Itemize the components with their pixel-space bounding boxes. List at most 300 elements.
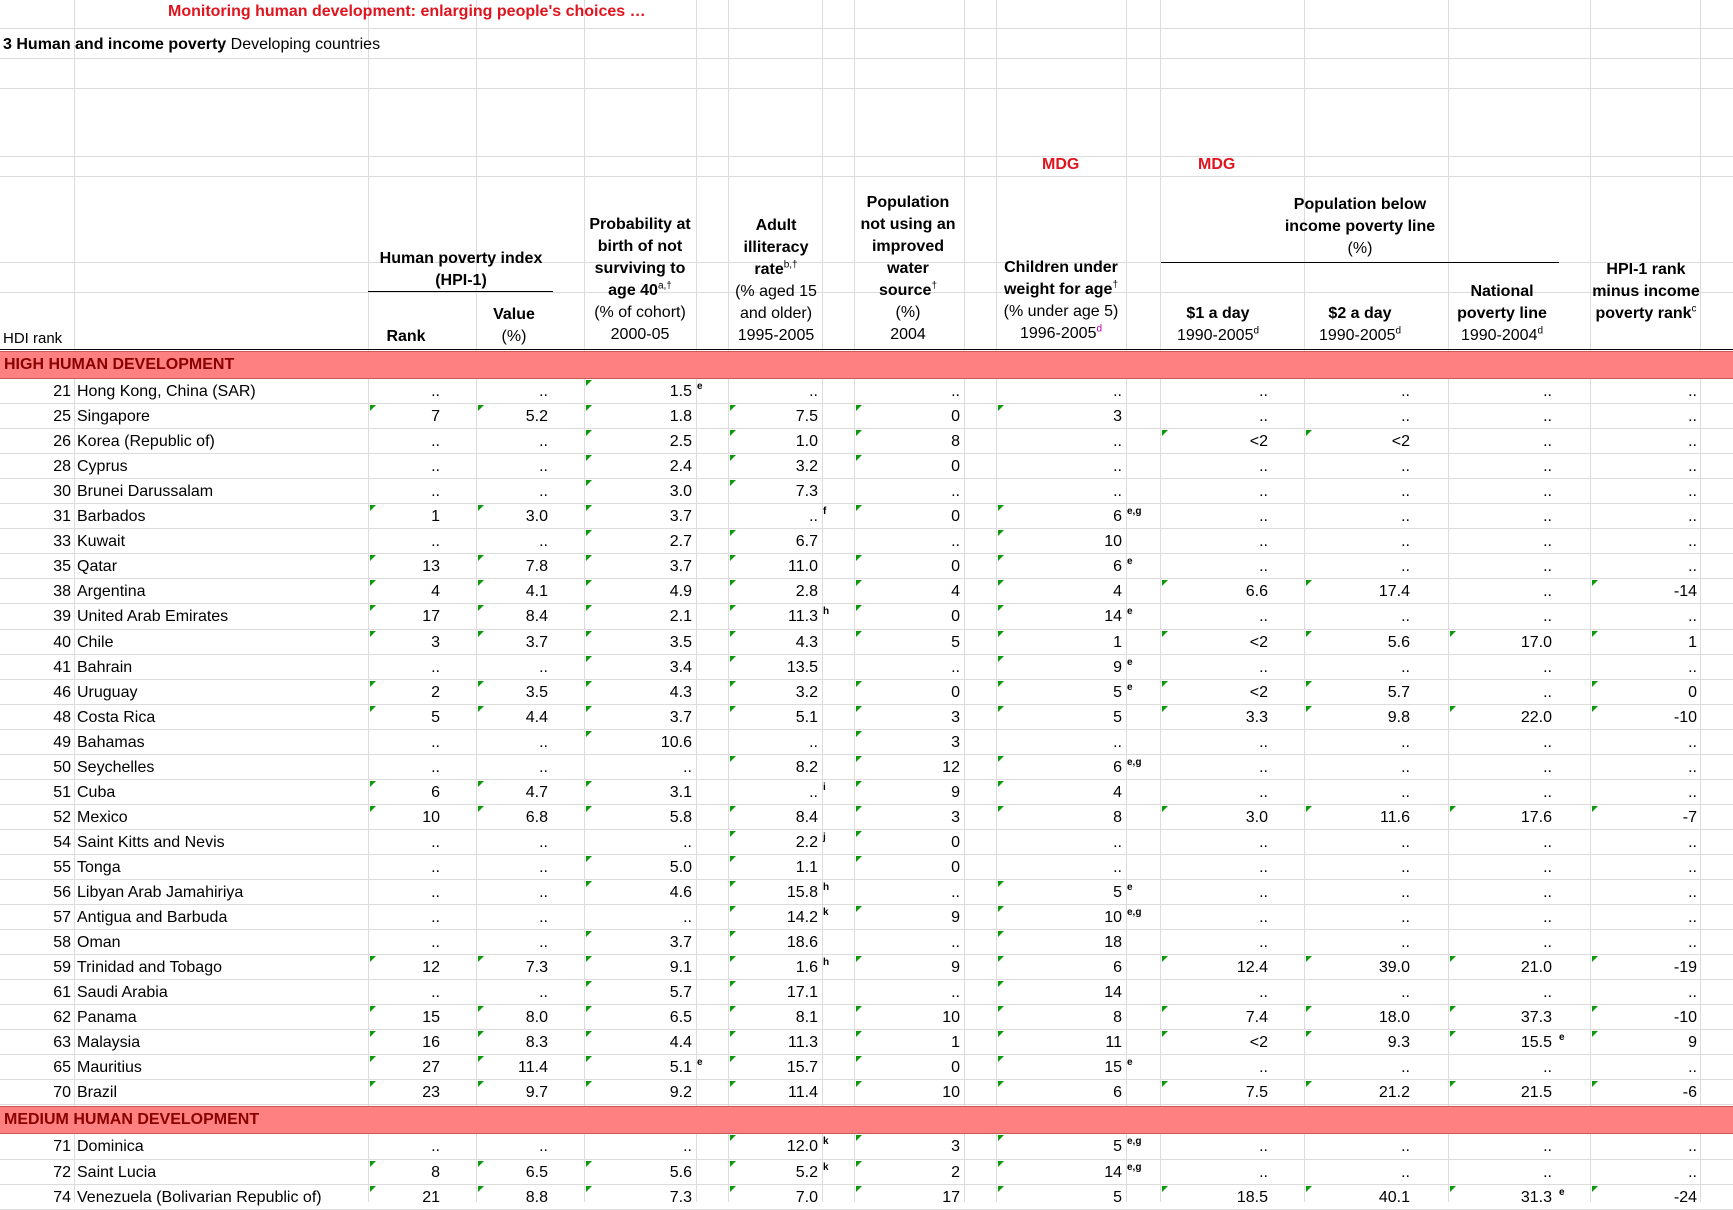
value-cell-hr[interactable]: 6 <box>431 783 440 801</box>
value-cell-df[interactable]: .. <box>1688 1163 1697 1181</box>
value-cell-pb[interactable]: .. <box>683 909 692 927</box>
value-cell-np[interactable]: .. <box>1543 783 1552 801</box>
value-cell-d1[interactable]: 12.4 <box>1236 959 1268 977</box>
value-cell-np[interactable]: .. <box>1543 833 1552 851</box>
value-cell-d1[interactable]: 7.5 <box>1245 1084 1268 1102</box>
value-cell-w[interactable]: 1 <box>951 1034 960 1052</box>
value-cell-pb[interactable]: 9.1 <box>669 959 692 977</box>
value-cell-u[interactable]: 3 <box>1113 408 1122 426</box>
value-cell-np[interactable]: .. <box>1543 683 1552 701</box>
value-cell-d2[interactable]: .. <box>1401 508 1410 526</box>
value-cell-hv[interactable]: 6.8 <box>525 808 548 826</box>
value-cell-df[interactable]: 1 <box>1688 633 1697 651</box>
value-cell-np[interactable]: 22.0 <box>1520 708 1552 726</box>
value-cell-w[interactable]: 5 <box>951 633 960 651</box>
value-cell-d2[interactable]: .. <box>1401 1138 1410 1156</box>
value-cell-u[interactable]: 6 <box>1113 758 1122 776</box>
value-cell-w[interactable]: 0 <box>951 1059 960 1077</box>
hdi-rank-cell[interactable]: 49 <box>53 733 71 751</box>
value-cell-hr[interactable]: 16 <box>422 1034 440 1052</box>
country-name-cell[interactable]: Cyprus <box>77 458 128 476</box>
value-cell-df[interactable]: -19 <box>1673 959 1697 977</box>
value-cell-df[interactable]: .. <box>1688 783 1697 801</box>
value-cell-w[interactable]: 4 <box>951 583 960 601</box>
value-cell-w[interactable]: 0 <box>951 683 960 701</box>
value-cell-pb[interactable]: .. <box>683 833 692 851</box>
value-cell-d1[interactable]: 6.6 <box>1245 583 1268 601</box>
value-cell-il[interactable]: 5.1 <box>795 708 818 726</box>
hdi-rank-cell[interactable]: 59 <box>53 959 71 977</box>
value-cell-il[interactable]: 3.2 <box>795 458 818 476</box>
hdi-rank-cell[interactable]: 48 <box>53 708 71 726</box>
value-cell-np[interactable]: .. <box>1543 1059 1552 1077</box>
value-cell-u[interactable]: 5 <box>1113 1188 1122 1206</box>
value-cell-np[interactable]: 21.0 <box>1520 959 1552 977</box>
country-name-cell[interactable]: Venezuela (Bolivarian Republic of) <box>77 1188 322 1206</box>
value-cell-il[interactable]: 8.2 <box>795 758 818 776</box>
value-cell-hv[interactable]: .. <box>539 858 548 876</box>
value-cell-u[interactable]: 10 <box>1104 533 1122 551</box>
country-name-cell[interactable]: Brunei Darussalam <box>77 483 214 501</box>
value-cell-hr[interactable]: .. <box>431 909 440 927</box>
value-cell-il[interactable]: 7.0 <box>795 1188 818 1206</box>
value-cell-hr[interactable]: 21 <box>422 1188 440 1206</box>
value-cell-hr[interactable]: 17 <box>422 608 440 626</box>
country-name-cell[interactable]: Bahrain <box>77 658 133 676</box>
hdi-rank-cell[interactable]: 46 <box>53 683 71 701</box>
value-cell-w[interactable]: 3 <box>951 708 960 726</box>
country-name-cell[interactable]: Oman <box>77 934 121 952</box>
hdi-rank-cell[interactable]: 30 <box>53 483 71 501</box>
value-cell-w[interactable]: 9 <box>951 783 960 801</box>
value-cell-df[interactable]: .. <box>1688 483 1697 501</box>
country-name-cell[interactable]: Cuba <box>77 783 116 801</box>
value-cell-il[interactable]: .. <box>809 783 818 801</box>
value-cell-u[interactable]: 4 <box>1113 783 1122 801</box>
value-cell-d2[interactable]: .. <box>1401 758 1410 776</box>
hdi-rank-cell[interactable]: 57 <box>53 909 71 927</box>
value-cell-df[interactable]: 0 <box>1688 683 1697 701</box>
value-cell-w[interactable]: 3 <box>951 808 960 826</box>
country-name-cell[interactable]: Mauritius <box>77 1059 142 1077</box>
value-cell-hv[interactable]: 4.1 <box>525 583 548 601</box>
value-cell-np[interactable]: .. <box>1543 758 1552 776</box>
value-cell-hv[interactable]: .. <box>539 458 548 476</box>
value-cell-pb[interactable]: 1.8 <box>669 408 692 426</box>
value-cell-hr[interactable]: .. <box>431 934 440 952</box>
value-cell-np[interactable]: .. <box>1543 533 1552 551</box>
value-cell-d1[interactable]: .. <box>1259 1138 1268 1156</box>
hdi-rank-cell[interactable]: 74 <box>53 1188 71 1206</box>
value-cell-il[interactable]: 18.6 <box>786 934 818 952</box>
value-cell-w[interactable]: 9 <box>951 959 960 977</box>
value-cell-il[interactable]: 2.2 <box>795 833 818 851</box>
value-cell-pb[interactable]: 3.0 <box>669 483 692 501</box>
hdi-rank-cell[interactable]: 40 <box>53 633 71 651</box>
value-cell-il[interactable]: 15.8 <box>786 884 818 901</box>
value-cell-hr[interactable]: 12 <box>422 959 440 977</box>
value-cell-df[interactable]: .. <box>1688 608 1697 626</box>
value-cell-np[interactable]: .. <box>1543 483 1552 501</box>
value-cell-d1[interactable]: .. <box>1259 984 1268 1002</box>
value-cell-hv[interactable]: .. <box>539 758 548 776</box>
value-cell-df[interactable]: .. <box>1688 383 1697 400</box>
value-cell-df[interactable]: .. <box>1688 909 1697 927</box>
hdi-rank-cell[interactable]: 72 <box>53 1163 71 1181</box>
country-name-cell[interactable]: Brazil <box>77 1084 118 1102</box>
value-cell-il[interactable]: 11.4 <box>788 1084 818 1102</box>
value-cell-hr[interactable]: .. <box>431 533 440 551</box>
value-cell-hr[interactable]: .. <box>431 458 440 476</box>
value-cell-df[interactable]: -7 <box>1682 808 1697 826</box>
value-cell-d1[interactable]: <2 <box>1249 683 1268 701</box>
value-cell-d2[interactable]: 21.2 <box>1378 1084 1410 1102</box>
value-cell-pb[interactable]: 9.2 <box>669 1084 692 1102</box>
value-cell-d2[interactable]: <2 <box>1391 433 1410 451</box>
value-cell-u[interactable]: 14 <box>1104 608 1122 626</box>
country-name-cell[interactable]: Costa Rica <box>77 708 156 726</box>
value-cell-w[interactable]: 3 <box>951 733 960 751</box>
hdi-rank-cell[interactable]: 33 <box>53 533 71 551</box>
value-cell-w[interactable]: 0 <box>951 833 960 851</box>
hdi-rank-cell[interactable]: 54 <box>53 833 71 851</box>
value-cell-d1[interactable]: 3.3 <box>1245 708 1268 726</box>
hdi-rank-cell[interactable]: 56 <box>53 884 71 901</box>
value-cell-d1[interactable]: .. <box>1259 934 1268 952</box>
value-cell-hv[interactable]: 8.4 <box>525 608 548 626</box>
value-cell-il[interactable]: 12.0 <box>786 1138 818 1156</box>
value-cell-hv[interactable]: .. <box>539 833 548 851</box>
value-cell-w[interactable]: .. <box>951 934 960 952</box>
value-cell-np[interactable]: 17.0 <box>1520 633 1552 651</box>
value-cell-hr[interactable]: 4 <box>431 583 440 601</box>
country-name-cell[interactable]: Bahamas <box>77 733 145 751</box>
value-cell-df[interactable]: .. <box>1688 658 1697 676</box>
value-cell-il[interactable]: 1.6 <box>795 959 818 977</box>
value-cell-hr[interactable]: 15 <box>422 1009 440 1027</box>
value-cell-d2[interactable]: 11.6 <box>1380 808 1410 826</box>
value-cell-np[interactable]: .. <box>1543 458 1552 476</box>
value-cell-w[interactable]: 9 <box>951 909 960 927</box>
hdi-rank-cell[interactable]: 28 <box>53 458 71 476</box>
value-cell-hv[interactable]: 5.2 <box>525 408 548 426</box>
value-cell-d2[interactable]: .. <box>1401 408 1410 426</box>
value-cell-il[interactable]: 2.8 <box>795 583 818 601</box>
country-name-cell[interactable]: Saudi Arabia <box>77 984 168 1002</box>
value-cell-hr[interactable]: 3 <box>431 633 440 651</box>
value-cell-pb[interactable]: 5.7 <box>669 984 692 1002</box>
value-cell-hv[interactable]: 8.8 <box>525 1188 548 1206</box>
value-cell-d2[interactable]: 40.1 <box>1378 1188 1410 1206</box>
value-cell-u[interactable]: 11 <box>1105 1034 1122 1052</box>
value-cell-np[interactable]: 17.6 <box>1520 808 1552 826</box>
hdi-rank-cell[interactable]: 63 <box>53 1034 71 1052</box>
value-cell-il[interactable]: 8.1 <box>795 1009 818 1027</box>
value-cell-u[interactable]: .. <box>1113 433 1122 451</box>
value-cell-hv[interactable]: 8.0 <box>525 1009 548 1027</box>
value-cell-w[interactable]: 0 <box>951 508 960 526</box>
value-cell-u[interactable]: 5 <box>1113 683 1122 701</box>
value-cell-d1[interactable]: .. <box>1259 658 1268 676</box>
value-cell-u[interactable]: 6 <box>1113 508 1122 526</box>
value-cell-d2[interactable]: .. <box>1401 858 1410 876</box>
value-cell-pb[interactable]: 2.5 <box>669 433 692 451</box>
value-cell-w[interactable]: .. <box>951 483 960 501</box>
value-cell-u[interactable]: 1 <box>1113 633 1122 651</box>
country-name-cell[interactable]: Barbados <box>77 508 146 526</box>
value-cell-d1[interactable]: <2 <box>1249 1034 1268 1052</box>
value-cell-np[interactable]: .. <box>1543 583 1552 601</box>
value-cell-u[interactable]: .. <box>1113 483 1122 501</box>
value-cell-hr[interactable]: 1 <box>431 508 440 526</box>
value-cell-il[interactable]: .. <box>809 733 818 751</box>
hdi-rank-cell[interactable]: 70 <box>53 1084 71 1102</box>
value-cell-hr[interactable]: .. <box>431 383 440 400</box>
hdi-rank-cell[interactable]: 51 <box>53 783 71 801</box>
value-cell-il[interactable]: 11.3 <box>788 608 818 626</box>
value-cell-df[interactable]: .. <box>1688 458 1697 476</box>
value-cell-pb[interactable]: 2.4 <box>669 458 692 476</box>
value-cell-hr[interactable]: .. <box>431 658 440 676</box>
value-cell-d1[interactable]: 7.4 <box>1245 1009 1268 1027</box>
country-name-cell[interactable]: Malaysia <box>77 1034 141 1052</box>
value-cell-hr[interactable]: 23 <box>422 1084 440 1102</box>
value-cell-w[interactable]: 2 <box>951 1163 960 1181</box>
value-cell-w[interactable]: 0 <box>951 408 960 426</box>
value-cell-d1[interactable]: .. <box>1259 783 1268 801</box>
value-cell-pb[interactable]: 5.8 <box>669 808 692 826</box>
value-cell-hr[interactable]: 5 <box>431 708 440 726</box>
value-cell-u[interactable]: 6 <box>1113 959 1122 977</box>
value-cell-hr[interactable]: .. <box>431 433 440 451</box>
value-cell-np[interactable]: .. <box>1543 984 1552 1002</box>
value-cell-df[interactable]: .. <box>1688 758 1697 776</box>
value-cell-w[interactable]: 0 <box>951 458 960 476</box>
value-cell-w[interactable]: .. <box>951 884 960 901</box>
value-cell-np[interactable]: .. <box>1543 1163 1552 1181</box>
value-cell-np[interactable]: .. <box>1543 1138 1552 1156</box>
value-cell-u[interactable]: .. <box>1113 383 1122 400</box>
country-name-cell[interactable]: Chile <box>77 633 114 651</box>
value-cell-hv[interactable]: 3.5 <box>525 683 548 701</box>
value-cell-u[interactable]: .. <box>1113 833 1122 851</box>
value-cell-pb[interactable]: 3.4 <box>669 658 692 676</box>
country-name-cell[interactable]: Mexico <box>77 808 128 826</box>
value-cell-pb[interactable]: 3.7 <box>669 934 692 952</box>
value-cell-w[interactable]: 0 <box>951 558 960 576</box>
value-cell-il[interactable]: 7.5 <box>795 408 818 426</box>
value-cell-d2[interactable]: .. <box>1401 833 1410 851</box>
value-cell-df[interactable]: -10 <box>1673 708 1697 726</box>
value-cell-w[interactable]: 17 <box>942 1188 960 1206</box>
value-cell-pb[interactable]: 3.7 <box>669 508 692 526</box>
value-cell-il[interactable]: 1.1 <box>795 858 818 876</box>
value-cell-hv[interactable]: .. <box>539 1138 548 1156</box>
value-cell-pb[interactable]: 4.4 <box>669 1034 692 1052</box>
value-cell-d2[interactable]: 5.7 <box>1387 683 1410 701</box>
value-cell-d1[interactable]: .. <box>1259 483 1268 501</box>
value-cell-hv[interactable]: .. <box>539 934 548 952</box>
value-cell-il[interactable]: 6.7 <box>795 533 818 551</box>
country-name-cell[interactable]: Panama <box>77 1009 137 1027</box>
value-cell-il[interactable]: 17.1 <box>786 984 818 1002</box>
value-cell-d2[interactable]: .. <box>1401 483 1410 501</box>
value-cell-hv[interactable]: 11.4 <box>518 1059 548 1077</box>
country-name-cell[interactable]: Qatar <box>77 558 118 576</box>
value-cell-np[interactable]: .. <box>1543 433 1552 451</box>
value-cell-u[interactable]: 5 <box>1113 708 1122 726</box>
value-cell-hr[interactable]: 8 <box>431 1163 440 1181</box>
value-cell-np[interactable]: .. <box>1543 383 1552 400</box>
value-cell-d2[interactable]: .. <box>1401 884 1410 901</box>
value-cell-pb[interactable]: 5.1 <box>669 1059 692 1077</box>
country-name-cell[interactable]: Libyan Arab Jamahiriya <box>77 884 244 901</box>
value-cell-u[interactable]: 15 <box>1104 1059 1122 1077</box>
value-cell-hv[interactable]: .. <box>539 483 548 501</box>
value-cell-d2[interactable]: .. <box>1401 783 1410 801</box>
country-name-cell[interactable]: Tonga <box>77 858 121 876</box>
value-cell-u[interactable]: 8 <box>1113 1009 1122 1027</box>
hdi-rank-cell[interactable]: 62 <box>53 1009 71 1027</box>
value-cell-d1[interactable]: .. <box>1259 558 1268 576</box>
value-cell-il[interactable]: 11.3 <box>788 1034 818 1052</box>
value-cell-d2[interactable]: .. <box>1401 934 1410 952</box>
value-cell-pb[interactable]: 3.1 <box>669 783 692 801</box>
value-cell-d1[interactable]: .. <box>1259 858 1268 876</box>
value-cell-df[interactable]: .. <box>1688 558 1697 576</box>
value-cell-il[interactable]: 1.0 <box>795 433 818 451</box>
value-cell-df[interactable]: -24 <box>1673 1188 1697 1206</box>
value-cell-pb[interactable]: 3.7 <box>669 558 692 576</box>
value-cell-d2[interactable]: 17.4 <box>1378 583 1410 601</box>
value-cell-u[interactable]: 18 <box>1104 934 1122 952</box>
value-cell-u[interactable]: 8 <box>1113 808 1122 826</box>
value-cell-pb[interactable]: .. <box>683 758 692 776</box>
value-cell-w[interactable]: 0 <box>951 858 960 876</box>
value-cell-np[interactable]: 31.3 <box>1520 1188 1552 1206</box>
value-cell-pb[interactable]: 6.5 <box>669 1009 692 1027</box>
country-name-cell[interactable]: Kuwait <box>77 533 126 551</box>
value-cell-d1[interactable]: .. <box>1259 884 1268 901</box>
hdi-rank-cell[interactable]: 52 <box>53 808 71 826</box>
value-cell-w[interactable]: 12 <box>942 758 960 776</box>
hdi-rank-cell[interactable]: 35 <box>53 558 71 576</box>
value-cell-u[interactable]: 4 <box>1113 583 1122 601</box>
value-cell-u[interactable]: .. <box>1113 458 1122 476</box>
value-cell-u[interactable]: 6 <box>1113 558 1122 576</box>
hdi-rank-cell[interactable]: 71 <box>53 1138 71 1156</box>
value-cell-df[interactable]: .. <box>1688 408 1697 426</box>
value-cell-d2[interactable]: .. <box>1401 733 1410 751</box>
value-cell-hv[interactable]: 7.8 <box>525 558 548 576</box>
value-cell-hv[interactable]: 3.7 <box>525 633 548 651</box>
value-cell-d2[interactable]: .. <box>1401 909 1410 927</box>
value-cell-il[interactable]: 4.3 <box>795 633 818 651</box>
hdi-rank-cell[interactable]: 31 <box>53 508 71 526</box>
value-cell-np[interactable]: .. <box>1543 733 1552 751</box>
hdi-rank-cell[interactable]: 25 <box>53 408 71 426</box>
value-cell-pb[interactable]: 4.3 <box>669 683 692 701</box>
value-cell-d2[interactable]: 39.0 <box>1378 959 1410 977</box>
value-cell-d2[interactable]: .. <box>1401 533 1410 551</box>
value-cell-pb[interactable]: 10.6 <box>660 733 692 751</box>
value-cell-np[interactable]: .. <box>1543 858 1552 876</box>
value-cell-np[interactable]: .. <box>1543 408 1552 426</box>
value-cell-np[interactable]: .. <box>1543 909 1552 927</box>
value-cell-u[interactable]: 9 <box>1113 658 1122 676</box>
value-cell-il[interactable]: .. <box>809 508 818 526</box>
value-cell-w[interactable]: 10 <box>942 1084 960 1102</box>
value-cell-hr[interactable]: 2 <box>431 683 440 701</box>
value-cell-pb[interactable]: .. <box>683 1138 692 1156</box>
hdi-rank-cell[interactable]: 26 <box>53 433 71 451</box>
hdi-rank-cell[interactable]: 38 <box>53 583 71 601</box>
value-cell-w[interactable]: .. <box>951 984 960 1002</box>
hdi-rank-cell[interactable]: 21 <box>53 383 71 400</box>
value-cell-il[interactable]: 11.0 <box>788 558 818 576</box>
value-cell-d2[interactable]: .. <box>1401 1163 1410 1181</box>
value-cell-hv[interactable]: 7.3 <box>525 959 548 977</box>
value-cell-df[interactable]: 9 <box>1688 1034 1697 1052</box>
country-name-cell[interactable]: Antigua and Barbuda <box>77 909 228 927</box>
value-cell-np[interactable]: .. <box>1543 508 1552 526</box>
value-cell-d1[interactable]: .. <box>1259 408 1268 426</box>
value-cell-il[interactable]: 14.2 <box>786 909 818 927</box>
value-cell-w[interactable]: .. <box>951 533 960 551</box>
value-cell-hr[interactable]: .. <box>431 833 440 851</box>
value-cell-pb[interactable]: 3.7 <box>669 708 692 726</box>
country-name-cell[interactable]: Argentina <box>77 583 146 601</box>
value-cell-w[interactable]: .. <box>951 658 960 676</box>
value-cell-il[interactable]: .. <box>809 383 818 400</box>
value-cell-df[interactable]: -10 <box>1673 1009 1697 1027</box>
value-cell-df[interactable]: .. <box>1688 533 1697 551</box>
value-cell-hr[interactable]: 27 <box>422 1059 440 1077</box>
value-cell-d2[interactable]: 9.3 <box>1387 1034 1410 1052</box>
value-cell-np[interactable]: .. <box>1543 934 1552 952</box>
value-cell-d2[interactable]: .. <box>1401 984 1410 1002</box>
value-cell-hr[interactable]: .. <box>431 483 440 501</box>
hdi-rank-cell[interactable]: 58 <box>53 934 71 952</box>
value-cell-pb[interactable]: 5.0 <box>669 858 692 876</box>
hdi-rank-cell[interactable]: 50 <box>53 758 71 776</box>
value-cell-hr[interactable]: 7 <box>431 408 440 426</box>
country-name-cell[interactable]: United Arab Emirates <box>77 608 229 626</box>
value-cell-w[interactable]: 3 <box>951 1138 960 1156</box>
value-cell-hr[interactable]: 10 <box>422 808 440 826</box>
country-name-cell[interactable]: Uruguay <box>77 683 138 701</box>
value-cell-np[interactable]: .. <box>1543 558 1552 576</box>
value-cell-d1[interactable]: .. <box>1259 383 1268 400</box>
value-cell-df[interactable]: .. <box>1688 884 1697 901</box>
value-cell-df[interactable]: .. <box>1688 508 1697 526</box>
country-name-cell[interactable]: Hong Kong, China (SAR) <box>77 383 256 400</box>
value-cell-w[interactable]: 8 <box>951 433 960 451</box>
value-cell-d1[interactable]: .. <box>1259 533 1268 551</box>
value-cell-u[interactable]: 14 <box>1104 1163 1122 1181</box>
value-cell-hv[interactable]: .. <box>539 909 548 927</box>
value-cell-hr[interactable]: .. <box>431 884 440 901</box>
hdi-rank-cell[interactable]: 41 <box>53 658 71 676</box>
value-cell-df[interactable]: .. <box>1688 833 1697 851</box>
value-cell-df[interactable]: .. <box>1688 1059 1697 1077</box>
value-cell-d1[interactable]: .. <box>1259 833 1268 851</box>
value-cell-pb[interactable]: 2.7 <box>669 533 692 551</box>
value-cell-il[interactable]: 8.4 <box>795 808 818 826</box>
value-cell-d2[interactable]: 5.6 <box>1387 633 1410 651</box>
value-cell-d2[interactable]: .. <box>1401 1059 1410 1077</box>
value-cell-il[interactable]: 7.3 <box>795 483 818 501</box>
